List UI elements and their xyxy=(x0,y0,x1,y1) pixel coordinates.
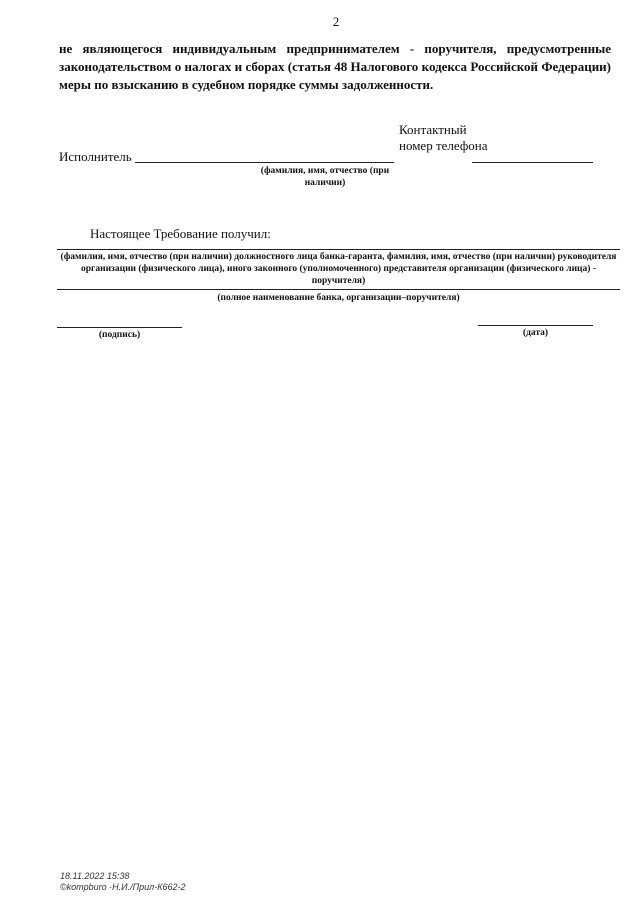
executor-name-line xyxy=(135,162,394,163)
body-paragraph: не являющегося индивидуальным предпринимателем - поручителя, предусмотренные законодательством о налогах и сборах (статья 48 Налогового кодекса Российской Федерации) меры по взысканию в судебном порядке суммы задолженности. xyxy=(59,41,611,92)
footer-stamp xyxy=(60,871,186,893)
contact-phone-label: Контактный номер телефона xyxy=(399,122,488,153)
received-person-line xyxy=(57,249,620,250)
footer-doc-code: ©kompburo ·Н.И./Прил-К662-2 xyxy=(60,882,186,892)
bank-name-line xyxy=(57,289,620,290)
page-number: 2 xyxy=(332,14,340,29)
signature-caption: (подпись) xyxy=(98,330,141,340)
received-label: Настоящее Требование получил: xyxy=(90,226,271,241)
bank-name-caption: (полное наименование банка, организации–поручителя) xyxy=(217,293,460,303)
footer-timestamp: 18.11.2022 15:38 xyxy=(60,871,130,881)
contact-phone-line xyxy=(472,162,593,163)
received-person-caption: (фамилия, имя, отчество (при наличии) должностного лица банка-гаранта, фамилия, имя, отчество (при наличии) руководителя организации (физического лица), иного законного (уполномоченного) представителя организации (физического лица) - поручителя) xyxy=(60,252,617,286)
date-caption: (дата) xyxy=(522,328,549,338)
executor-name-caption: (фамилия, имя, отчество (при наличии) xyxy=(260,166,390,188)
date-line xyxy=(478,325,593,326)
signature-line xyxy=(57,327,182,328)
executor-label: Исполнитель xyxy=(59,149,132,164)
